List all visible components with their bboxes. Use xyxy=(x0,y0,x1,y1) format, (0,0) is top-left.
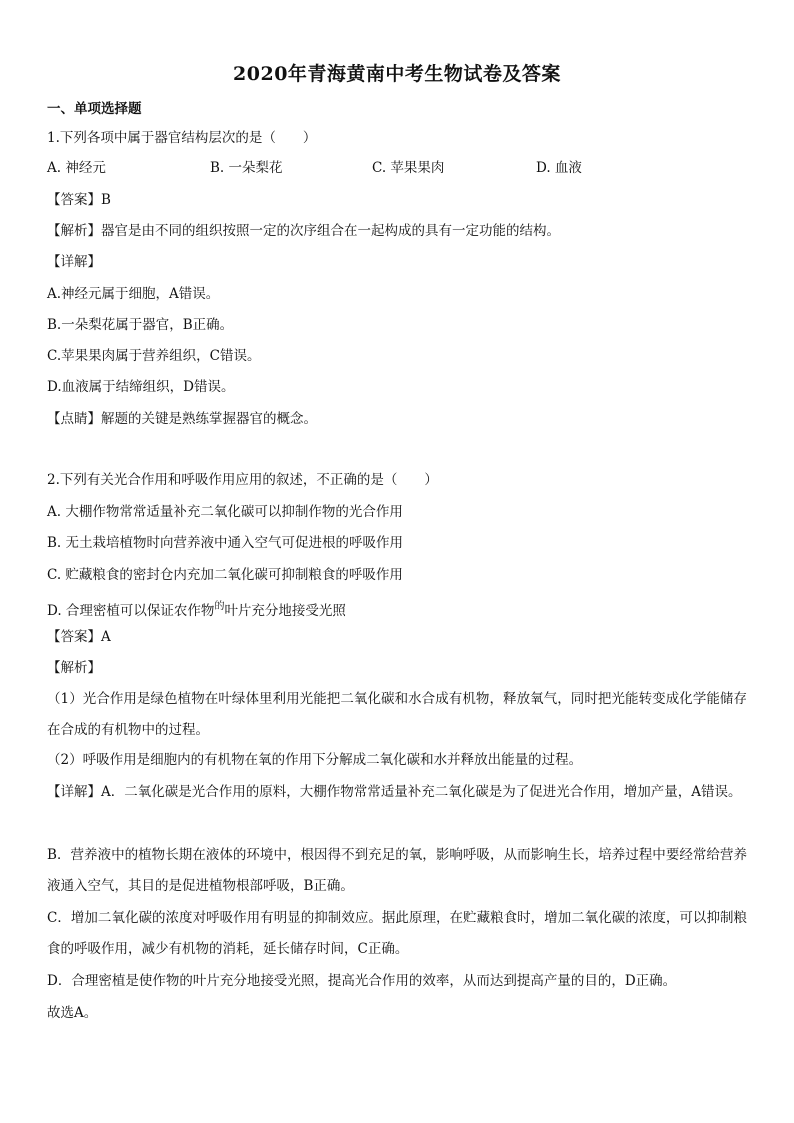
question-2-detail-d: D．合理密植是使作物的叶片充分地接受光照，提高光合作用的效率，从而达到提高产量的目的，D正确。 xyxy=(47,973,677,989)
question-1-option-d: D. 血液 xyxy=(536,160,582,176)
question-1-stem: 1.下列各项中属于器官结构层次的是（ ） xyxy=(47,130,317,146)
question-2-analysis-heading: 【解析】 xyxy=(47,660,101,676)
question-2-conclusion: 故选A。 xyxy=(47,1005,98,1021)
question-1-detail-b: B.一朵梨花属于器官，B正确。 xyxy=(47,317,234,333)
question-2-answer: 【答案】A xyxy=(47,629,111,645)
question-2-option-c: C. 贮藏粮食的密封仓内充加二氧化碳可抑制粮食的呼吸作用 xyxy=(47,567,403,583)
question-2-option-d xyxy=(47,597,346,621)
question-1-analysis: 【解析】器官是由不同的组织按照一定的次序组合在一起构成的具有一定功能的结构。 xyxy=(47,223,560,239)
question-1-detail-a: A.神经元属于细胞，A错误。 xyxy=(47,286,220,302)
question-2-detail-a: 【详解】A．二氧化碳是光合作用的原料，大棚作物常常适量补充二氧化碳是为了促进光合作用，增加产量，A错误。 xyxy=(47,784,742,800)
question-2-analysis-1: （1）光合作用是绿色植物在叶绿体里利用光能把二氧化碳和水合成有机物，释放氧气，同时把光能转变成化学能储存在合成的有机物中的过程。 xyxy=(47,691,747,738)
question-1-detail-c: C.苹果果肉属于营养组织，C错误。 xyxy=(47,348,261,364)
question-2-detail-b: B．营养液中的植物长期在液体的环境中，根因得不到充足的氧，影响呼吸，从而影响生长，培养过程中要经常给营养液通入空气，其目的是促进植物根部呼吸，B正确。 xyxy=(47,847,747,894)
question-2-option-a: A. 大棚作物常常适量补充二氧化碳可以抑制作物的光合作用 xyxy=(47,504,403,520)
question-2-option-d-superscript: 的 xyxy=(214,601,225,612)
page-title: 2020年青海黄南中考生物试卷及答案 xyxy=(233,63,561,85)
question-1-detail-heading: 【详解】 xyxy=(47,254,101,270)
question-1-option-c: C. 苹果果肉 xyxy=(372,160,445,176)
question-2-option-d-text-end: 叶片充分地接受光照 xyxy=(224,603,346,619)
question-2-analysis-2: （2）呼吸作用是细胞内的有机物在氧的作用下分解成二氧化碳和水并释放出能量的过程。 xyxy=(47,752,583,768)
question-2-stem: 2.下列有关光合作用和呼吸作用应用的叙述，不正确的是（ ） xyxy=(47,472,438,488)
question-1-option-b: B. 一朵梨花 xyxy=(210,160,283,176)
question-1-detail-d: D.血液属于结缔组织，D错误。 xyxy=(47,379,235,395)
question-1-option-a: A. 神经元 xyxy=(47,160,106,176)
question-1-comment: 【点睛】解题的关键是熟练掌握器官的概念。 xyxy=(47,411,317,427)
question-2-detail-c: C．增加二氧化碳的浓度对呼吸作用有明显的抑制效应。据此原理，在贮藏粮食时，增加二氧化碳的浓度，可以抑制粮食的呼吸作用，减少有机物的消耗，延长储存时间，C正确。 xyxy=(47,910,747,957)
question-2-option-b: B. 无土栽培植物时向营养液中通入空气可促进根的呼吸作用 xyxy=(47,535,404,551)
question-2-option-d-text: D. 合理密植可以保证农作物 xyxy=(47,603,215,619)
section-heading: 一、单项选择题 xyxy=(47,101,142,117)
question-1-answer: 【答案】B xyxy=(47,192,111,208)
